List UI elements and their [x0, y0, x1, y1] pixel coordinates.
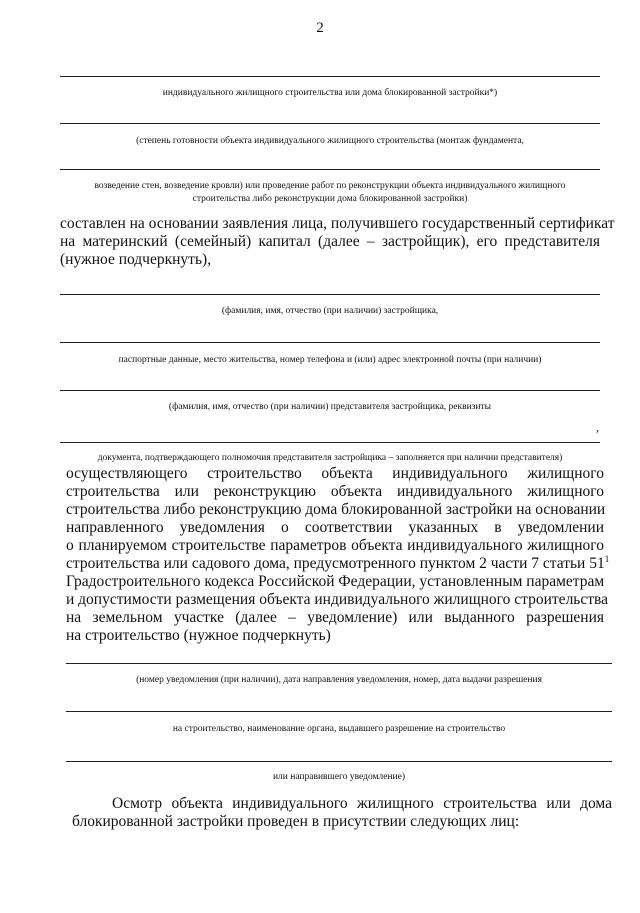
fill-line: [66, 711, 612, 712]
fill-line: [60, 123, 600, 124]
caption-authority-doc: документа, подтверждающего полномочия представителя застройщика – заполняется при наличии представителя): [97, 453, 563, 463]
fill-line: [60, 342, 600, 343]
text-line: строительства либо реконструкцию дома блокированной застройки на основании: [66, 501, 606, 518]
fill-line: [60, 169, 600, 170]
caption-permit-authority: на строительство, наименование органа, выдавшего разрешение на строительство: [172, 724, 506, 734]
caption-developer-name: (фамилия, имя, отчество (при наличии) застройщика,: [221, 306, 439, 316]
superscript: 1: [604, 553, 610, 564]
text-line-with-sup: [66, 553, 610, 573]
fill-line: [60, 76, 600, 77]
text-line: и допустимости размещения объекта индивидуального жилищного строительства: [66, 591, 609, 608]
caption-works-cont: строительства либо реконструкции дома блокированной застройки): [192, 194, 468, 204]
text-line: на материнский (семейный) капитал (далее – застройщик), его представителя: [60, 233, 600, 250]
caption-works: возведение стен, возведение кровли) или проведение работ по реконструкции объекта индивидуального жилищного: [94, 181, 566, 191]
fill-line: [60, 390, 600, 391]
caption-notifying-authority: или направившего уведомление): [272, 772, 406, 782]
text-line: Градостроительного кодекса Российской Федерации, установленным параметрам: [66, 573, 605, 590]
text-line: составлен на основании заявления лица, получившего государственный сертификат: [60, 215, 615, 232]
caption-notification-number: (номер уведомления (при наличии), дата направления уведомления, номер, дата выдачи разрешения: [136, 675, 542, 685]
caption-readiness: (степень готовности объекта индивидуального жилищного строительства (монтаж фундамента,: [136, 136, 524, 146]
text-line: строительства или реконструкцию объекта индивидуального жилищного: [66, 483, 604, 500]
caption-representative: (фамилия, имя, отчество (при наличии) представителя застройщика, реквизиты: [168, 402, 492, 412]
text-line: осуществляющего строительство объекта индивидуального жилищного: [66, 465, 604, 482]
fill-line: [60, 294, 600, 295]
text-line: (нужное подчеркнуть),: [60, 251, 212, 268]
fill-line: [66, 761, 612, 762]
paragraph-construction: [66, 465, 610, 645]
text-line: на земельном участке (далее – уведомление) или выданного разрешения: [66, 609, 604, 626]
text-line: блокированной застройки проведен в присутствии следующих лиц:: [72, 813, 520, 830]
fill-line: [66, 663, 612, 664]
text-line: направленного уведомления о соответствии указанных в уведомлении: [66, 519, 604, 536]
caption-passport: паспортные данные, место жительства, номер телефона и (или) адрес электронной почты (при наличии): [118, 355, 542, 365]
paragraph-basis: [60, 215, 615, 269]
text-line: на строительство (нужное подчеркнуть): [66, 627, 331, 644]
text-line: Осмотр объекта индивидуального жилищного строительства или дома: [112, 795, 612, 812]
page-number: 2: [316, 20, 324, 36]
paragraph-inspection: [72, 795, 612, 831]
text-line: о планируемом строительстве параметров объекта индивидуального жилищного: [66, 537, 604, 554]
text-span: строительства или садового дома, предусмотренного пунктом 2 части 7 статьи 51: [66, 555, 605, 572]
caption-object-type: индивидуального жилищного строительства или дома блокированной застройки*): [162, 88, 498, 98]
fill-line: [60, 442, 600, 443]
comma-mark: ,: [596, 420, 599, 434]
